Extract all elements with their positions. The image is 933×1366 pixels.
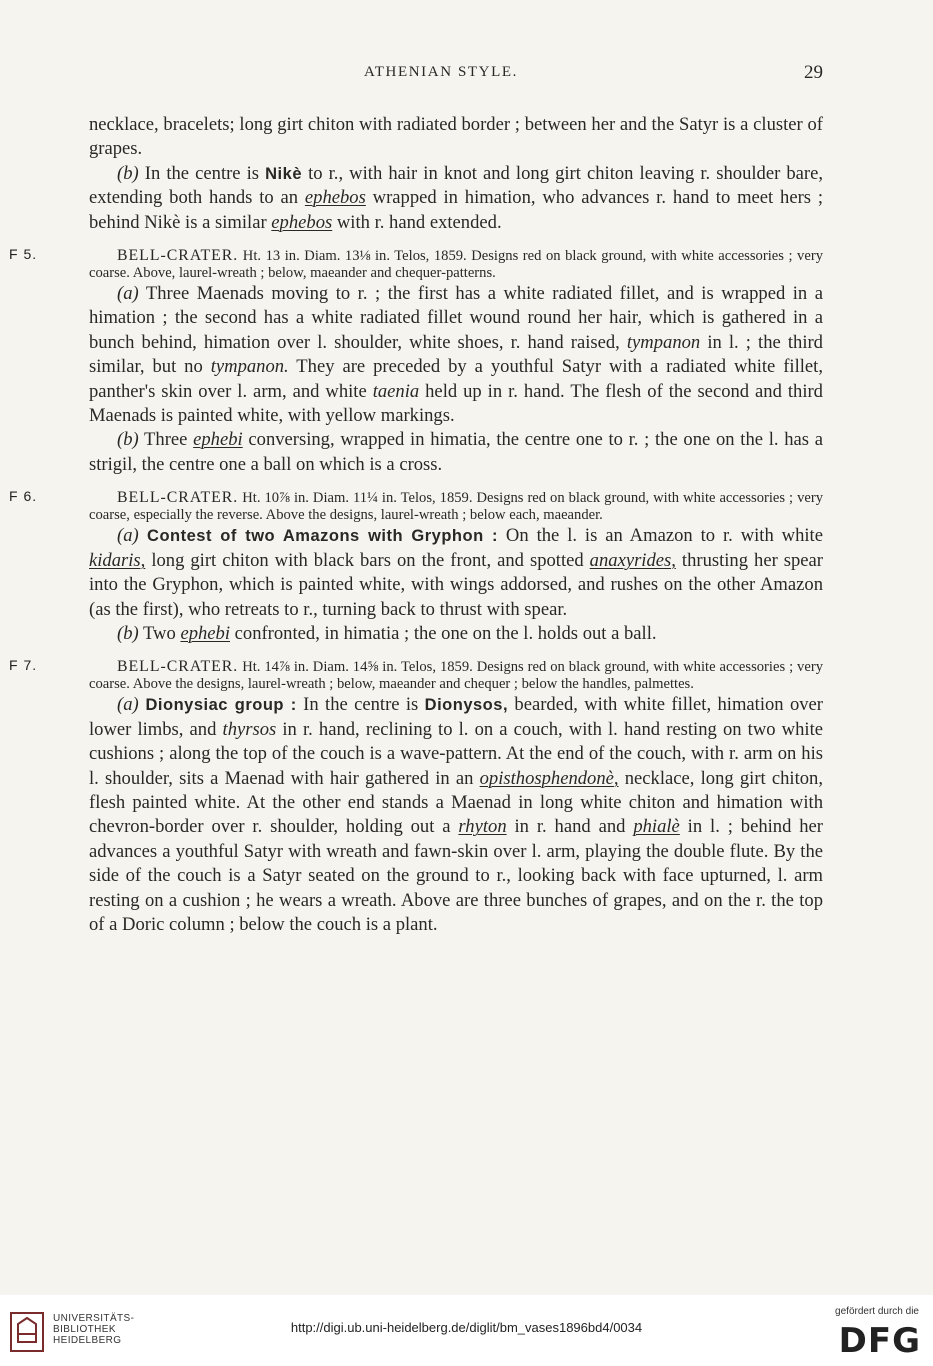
vase-description: Ht. 10⅞ in. Diam. 11¼ in. Telos, 1859. Designs red on black ground, with white accessories ; very coarse, especially the reverse. Above the designs, laurel-wreath ; below each, maeander. bbox=[89, 490, 823, 524]
text-run: bearded, with white fillet, himation over lower limbs, and bbox=[89, 694, 824, 740]
item-label: (b) bbox=[117, 429, 139, 451]
term-italic: rhyton bbox=[458, 816, 507, 838]
entry-id: F 5. bbox=[9, 246, 38, 263]
text-run: in l. ; behind her advances a youthful Satyr with wreath and fawn-skin over l. arm, playing the double flute. By the side of the couch is a Satyr seated on the ground to r., looking back with face upturned, l. arm resting on a cushion ; he wears a wreath. Above are three bunches of grapes, and on the r. the top of a Doric column ; below the couch is a plant. bbox=[89, 816, 823, 935]
term-italic: opisthosphendonè, bbox=[479, 767, 619, 789]
vase-type: BELL-CRATER. bbox=[117, 658, 239, 676]
text-run: conversing, wrapped in himatia, the centre one to r. ; the one on the l. has a strigil, the centre one a ball on which is a cross. bbox=[89, 429, 823, 475]
term-italic: ephebos bbox=[271, 211, 333, 233]
name-bold: Nikè bbox=[265, 164, 302, 183]
text-run: In the centre is bbox=[296, 694, 425, 716]
side-b-paragraph bbox=[89, 428, 823, 477]
term-italic: kidaris, bbox=[89, 549, 146, 571]
text-run: in r. hand, reclining to l. on a couch, with l. hand resting on two white cushions ; along the top of the couch is a wave-pattern. At the end of the couch, with r. arm on his l. shoulder, sits a Maenad with hair gathered in an bbox=[89, 718, 823, 789]
item-label: (b) bbox=[117, 162, 139, 184]
term-italic: taenia bbox=[372, 380, 420, 402]
text-run: necklace, long girt chiton, flesh painted white. At the other end stands a Maenad in long white chiton and himation with chevron-border over r. shoulder, holding out a bbox=[89, 767, 823, 838]
intro-text-1: necklace, bracelets; long girt chiton with radiated border ; between her and the Satyr is a cluster of grapes. bbox=[89, 114, 823, 160]
body-text bbox=[9, 113, 824, 937]
term-italic: tympanon. bbox=[210, 356, 289, 378]
term-italic: ephebi bbox=[193, 429, 243, 451]
entry-heading bbox=[89, 658, 823, 693]
side-a-paragraph bbox=[89, 282, 823, 428]
digital-copy-link[interactable]: http://digi.ub.uni-heidelberg.de/diglit/bm_vases1896bd4/0034 bbox=[290, 1320, 643, 1335]
term-italic: phialè bbox=[633, 816, 680, 838]
entry-heading bbox=[89, 247, 823, 282]
vase-description: Ht. 14⅞ in. Diam. 14⅝ in. Telos, 1859. Designs red on black ground, with white accessories ; very coarse. Above the designs, laurel-wreath ; below, maeander and chequer ; below the handles, palmettes. bbox=[89, 659, 823, 693]
digitization-footer bbox=[0, 1295, 933, 1366]
page-number: 29 bbox=[804, 62, 823, 83]
library-name-line: HEIDELBERG bbox=[53, 1335, 122, 1346]
catalogue-entry-f5 bbox=[9, 246, 823, 477]
running-title: ATHENIAN STYLE. bbox=[364, 64, 518, 80]
text-run: in r. hand and bbox=[506, 816, 634, 838]
item-label: (b) bbox=[117, 622, 139, 644]
text-run: held up in r. hand. The flesh of the second and third Maenads is painted white, with yellow markings. bbox=[89, 380, 823, 427]
term-italic: ephebos bbox=[304, 187, 366, 209]
dfg-logo: DFG bbox=[838, 1321, 921, 1361]
text-run: In the centre is bbox=[138, 162, 266, 184]
intro-paragraph-1 bbox=[89, 113, 823, 162]
side-a-paragraph bbox=[89, 524, 823, 622]
text-run: with r. hand extended. bbox=[332, 211, 502, 233]
catalogue-entry-f7 bbox=[9, 657, 824, 937]
item-label: (a) bbox=[117, 283, 139, 305]
vase-description: Ht. 13 in. Diam. 13⅛ in. Telos, 1859. Designs red on black ground, with white accessories ; very coarse. Above, laurel-wreath ; below, maeander and chequer-patterns. bbox=[89, 248, 823, 282]
text-run: wrapped in himation, who advances r. hand to meet hers ; behind Nikè is a similar bbox=[89, 187, 823, 233]
text-run: to r., with hair in knot and long girt chiton leaving r. shoulder bare, extending both hands to an bbox=[89, 162, 824, 209]
item-label: (a) bbox=[117, 525, 139, 547]
text-run: long girt chiton with black bars on the front, and spotted bbox=[145, 549, 590, 571]
text-run: On the l. is an Amazon to r. with white bbox=[498, 525, 823, 547]
term-italic: thyrsos bbox=[222, 718, 277, 740]
text-run: Three bbox=[138, 429, 194, 451]
text-run: confronted, in himatia ; the one on the l. holds out a ball. bbox=[230, 622, 657, 644]
text-run: They are preceded by a youthful Satyr with a radiated white fillet, panther's skin over l. arm, and white bbox=[89, 356, 823, 402]
name-bold: Dionysos, bbox=[424, 696, 509, 715]
item-label: (a) bbox=[117, 694, 139, 716]
text-run: Two bbox=[138, 622, 181, 644]
term-italic: ephebi bbox=[180, 622, 230, 644]
vase-type: BELL-CRATER. bbox=[117, 247, 239, 265]
scene-title-bold: Dionysiac group : bbox=[138, 696, 297, 715]
library-name-line: UNIVERSITÄTS- bbox=[53, 1313, 135, 1324]
term-italic: anaxyrides, bbox=[589, 549, 676, 571]
library-name-line: BIBLIOTHEK bbox=[53, 1324, 116, 1335]
intro-paragraph-2 bbox=[89, 162, 823, 235]
entry-heading bbox=[89, 489, 823, 524]
entry-id: F 6. bbox=[9, 488, 38, 505]
side-a-paragraph bbox=[89, 693, 823, 937]
catalogue-entry-f6 bbox=[9, 488, 824, 646]
vase-type: BELL-CRATER. bbox=[117, 489, 239, 507]
entry-id: F 7. bbox=[9, 657, 38, 674]
scene-title-bold: Contest of two Amazons with Gryphon : bbox=[138, 527, 499, 546]
text-run: in l. ; the third similar, but no bbox=[89, 331, 823, 378]
side-b-paragraph bbox=[89, 622, 823, 646]
term-italic: tympanon bbox=[626, 331, 701, 353]
text-run: Three Maenads moving to r. ; the first has a white radiated fillet, and is wrapped in a himation ; the second has a white radiated fillet wound round her hair, which is gathered in a bunch behind, himation over l. shoulder, white shoes, r. hand raised, bbox=[89, 283, 823, 353]
funding-caption: gefördert durch die bbox=[835, 1306, 919, 1317]
text-run: thrusting her spear into the Gryphon, which is painted white, with wings addorsed, and rushes on the other Amazon (as the first), who retreats to r., turning back to thrust with spear. bbox=[89, 549, 824, 620]
running-head bbox=[0, 62, 933, 88]
